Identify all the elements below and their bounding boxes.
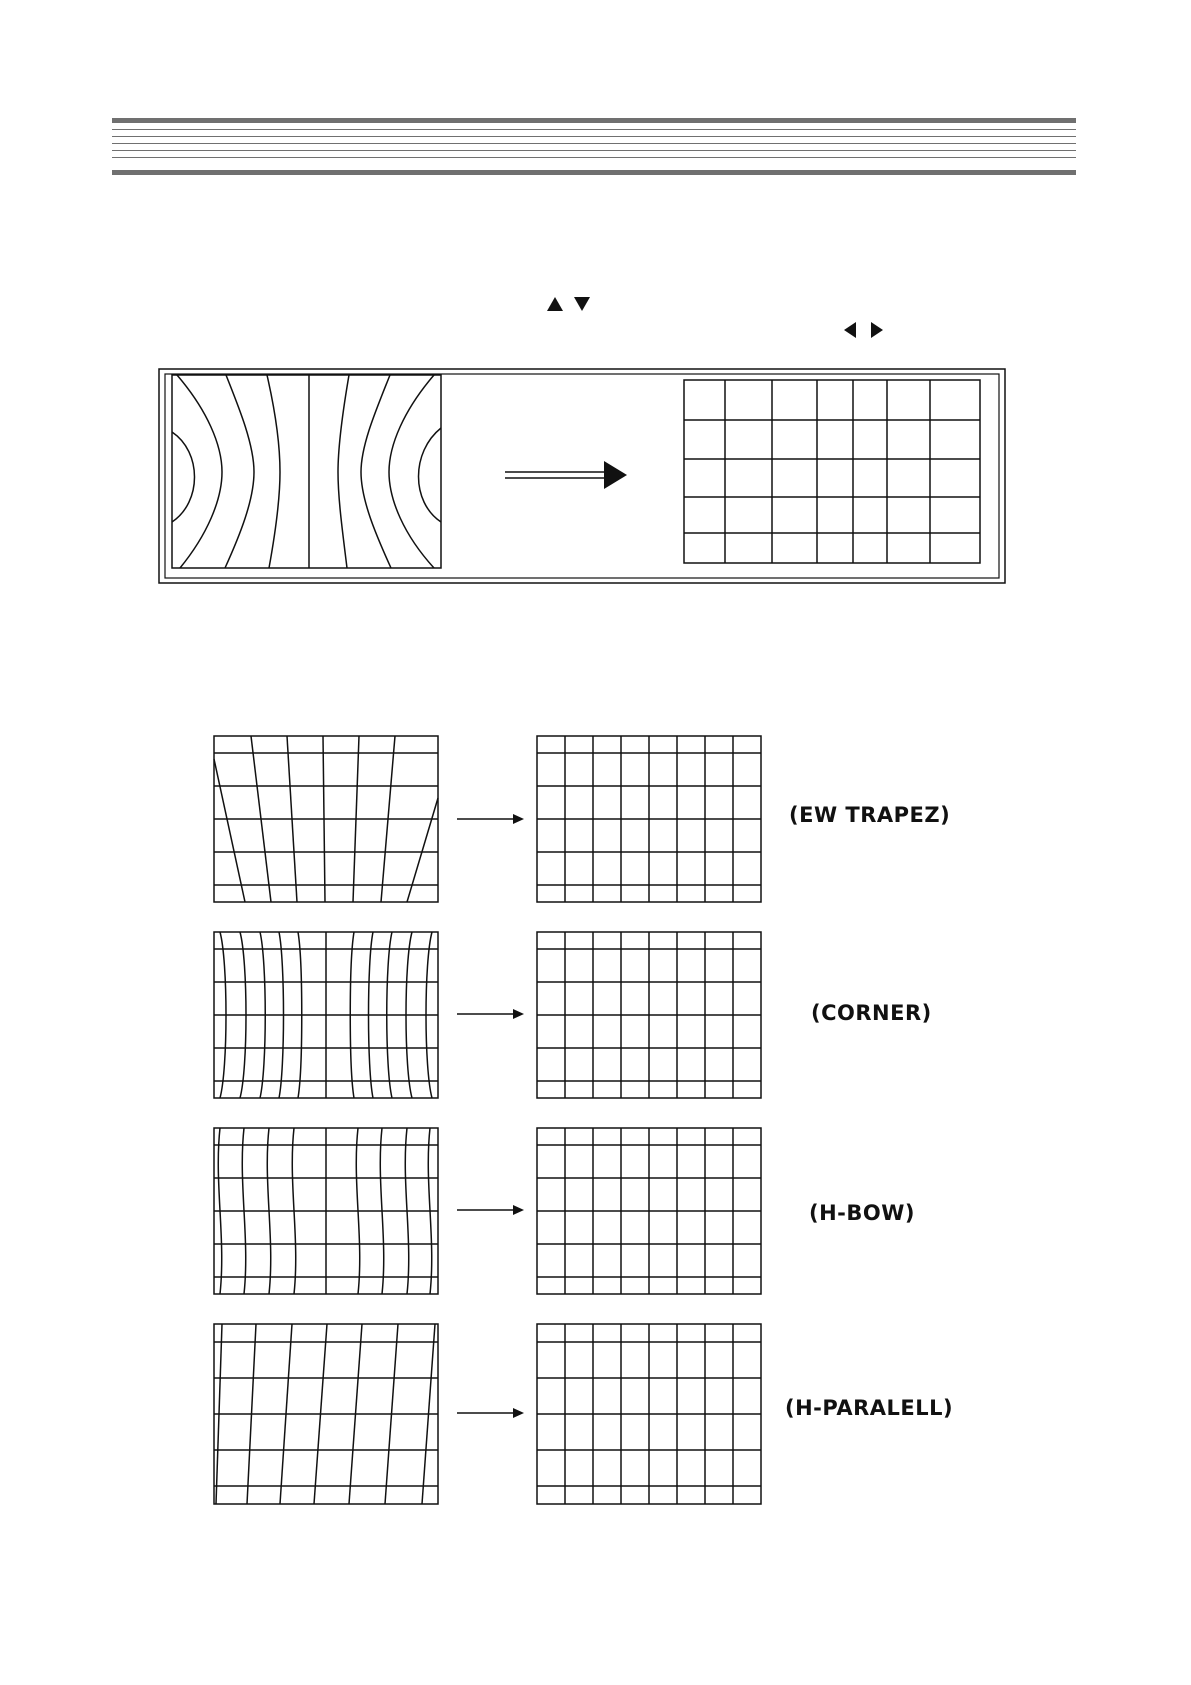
ew-trapez-distorted-screen: [214, 736, 438, 902]
corner-label: (CORNER): [811, 1001, 932, 1025]
corner-distorted-screen: [214, 932, 438, 1098]
ew-trapez-arrow: [457, 814, 524, 824]
corrected-screen: [684, 380, 980, 563]
h-bow-row: [214, 1128, 761, 1294]
corner-corrected-screen: [537, 932, 761, 1098]
h-parallel-corrected-screen: [537, 1324, 761, 1504]
ew-trapez-label: (EW TRAPEZ): [789, 803, 951, 827]
h-bow-label: (H-BOW): [809, 1201, 916, 1225]
h-bow-distorted-screen: [214, 1128, 438, 1294]
corner-row: [214, 932, 761, 1098]
geometry-panel: [159, 369, 1005, 583]
h-bow-arrow: [457, 1205, 524, 1215]
h-parallel-label: (H-PARALELL): [785, 1396, 954, 1420]
h-bow-corrected-screen: [537, 1128, 761, 1294]
panel-outer-frame: [159, 369, 1005, 583]
h-parallel-row: [214, 1324, 761, 1504]
corner-arrow: [457, 1009, 524, 1019]
panel-inner-frame: [165, 374, 999, 578]
h-parallel-distorted-screen: [214, 1324, 438, 1504]
h-parallel-arrow: [457, 1408, 524, 1418]
ew-trapez-row: [214, 736, 761, 902]
ew-trapez-corrected-screen: [537, 736, 761, 902]
distorted-screen: [172, 375, 441, 568]
double-arrow: [505, 461, 627, 489]
